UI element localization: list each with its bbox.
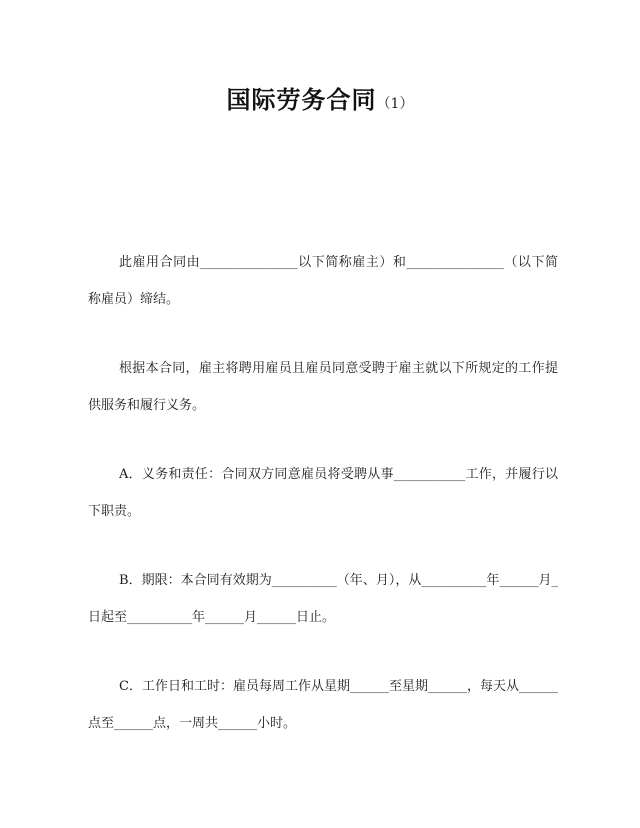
document-title bbox=[0, 80, 640, 115]
title-number: （1） bbox=[376, 96, 414, 112]
title-text: 国际劳务合同 bbox=[226, 86, 377, 114]
paragraph-parties: 此雇用合同由_______________以下简称雇主）和_______________（以下简称雇员）缔结。 bbox=[88, 255, 558, 307]
document-body bbox=[88, 244, 558, 742]
paragraph-agreement: 根据本合同，雇主将聘用雇员且雇员同意受聘于雇主就以下所规定的工作提供服务和履行义务。 bbox=[88, 361, 558, 413]
paragraph-term: B．期限：本合同有效期为__________（年、月），从__________年______月_日起至__________年______月______日止。 bbox=[88, 573, 558, 625]
paragraph-working-hours: C．工作日和工时：雇员每周工作从星期______至星期______，每天从______点至______点，一周共______小时。 bbox=[88, 679, 558, 731]
paragraph-duties: A．义务和责任：合同双方同意雇员将受聘从事___________工作，并履行以下职责。 bbox=[88, 467, 558, 519]
